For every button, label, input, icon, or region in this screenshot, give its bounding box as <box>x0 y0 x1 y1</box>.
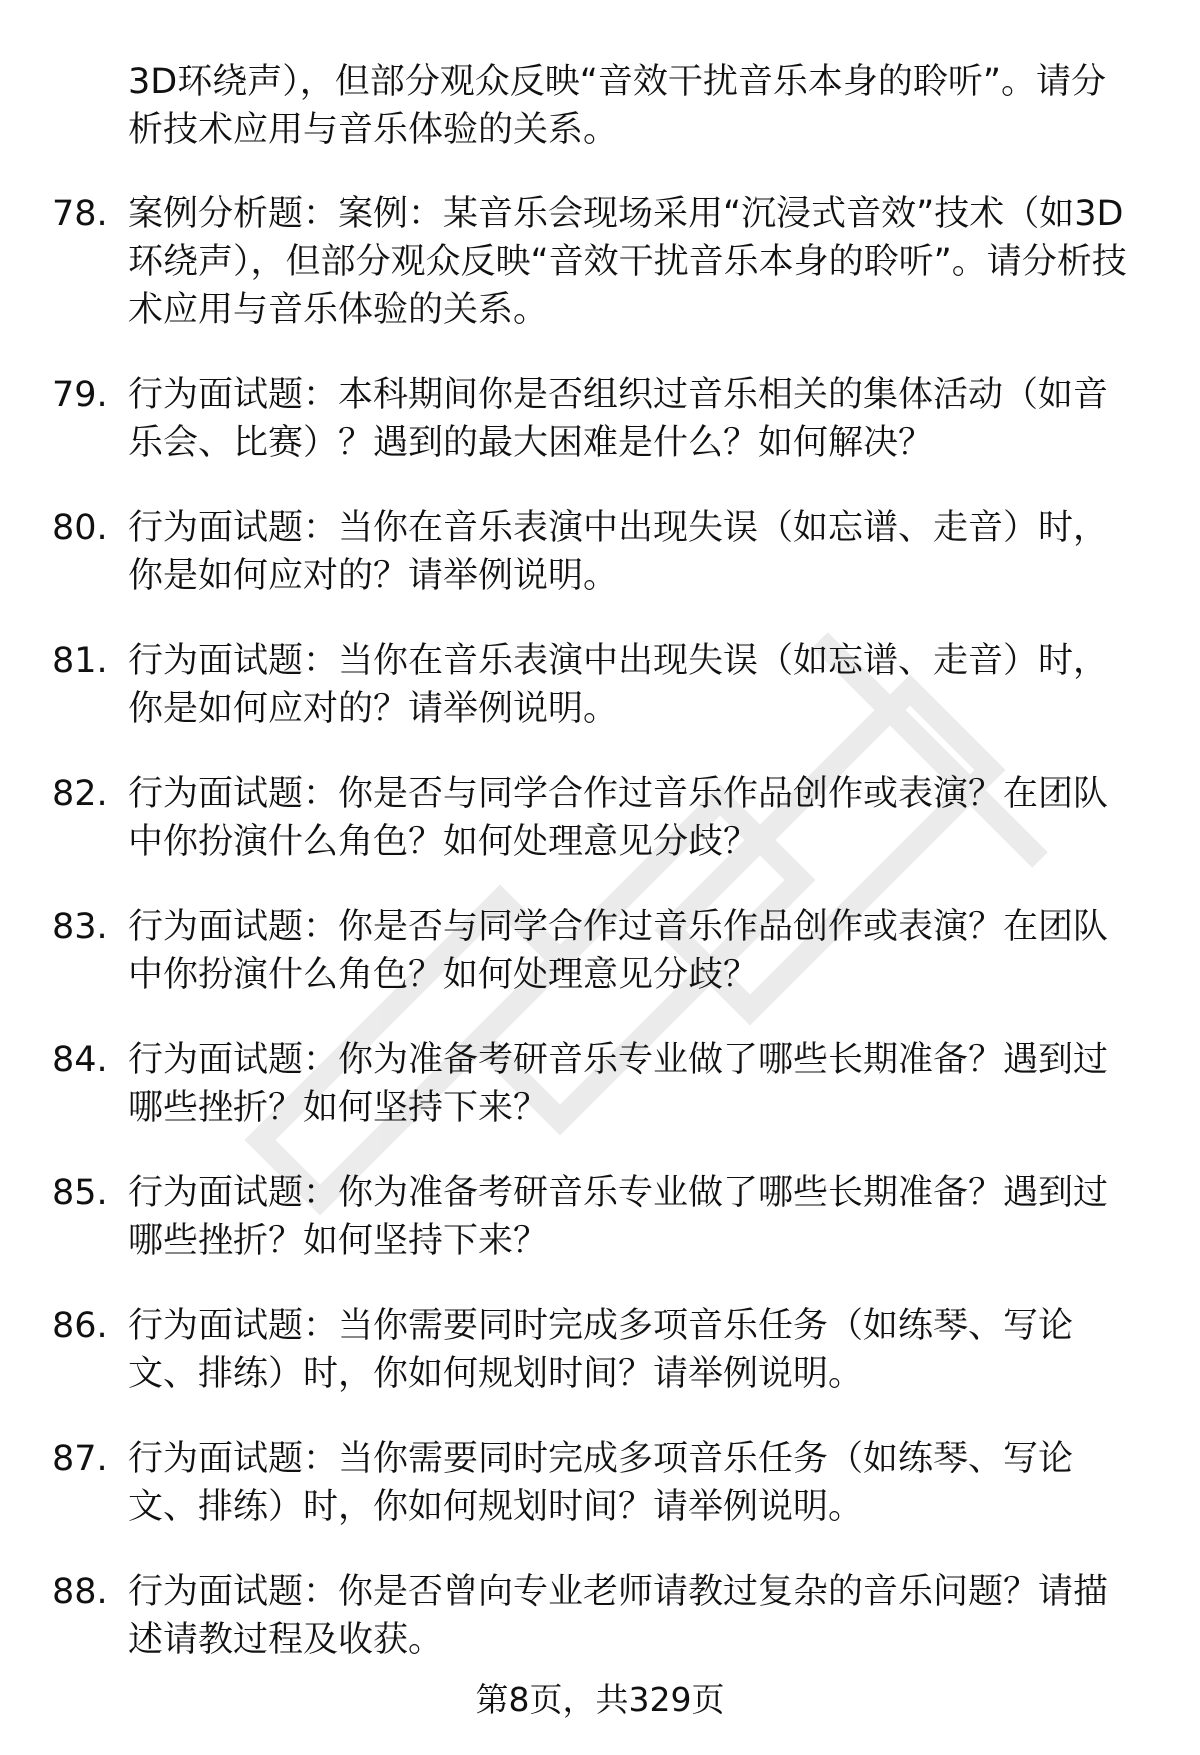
question-text: 行为面试题：当你在音乐表演中出现失误（如忘谱、走音）时，你是如何应对的？请举例说明。 <box>128 641 1109 729</box>
question-item <box>0 903 1200 1036</box>
page-footer: 第8页，共329页 <box>475 1680 725 1719</box>
question-number: 78. <box>52 194 108 234</box>
question-item <box>0 637 1200 770</box>
question-item <box>0 1302 1200 1435</box>
question-number: 85. <box>52 1173 108 1213</box>
question-item <box>0 1435 1200 1568</box>
question-number: 79. <box>52 375 108 415</box>
question-list <box>0 190 1200 1701</box>
question-number: 87. <box>52 1439 108 1479</box>
continued-question-text: 3D环绕声），但部分观众反映“音效干扰音乐本身的聆听”。请分析技术应用与音乐体验的关系。 <box>128 62 1106 150</box>
question-number: 81. <box>52 641 108 681</box>
question-text: 行为面试题：你是否与同学合作过音乐作品创作或表演？在团队中你扮演什么角色？如何处理意见分歧？ <box>128 907 1109 995</box>
question-text: 行为面试题：当你需要同时完成多项音乐任务（如练琴、写论文、排练）时，你如何规划时间？请举例说明。 <box>128 1306 1074 1394</box>
question-number: 88. <box>52 1572 108 1612</box>
question-text: 行为面试题：当你需要同时完成多项音乐任务（如练琴、写论文、排练）时，你如何规划时间？请举例说明。 <box>128 1439 1074 1527</box>
question-number: 83. <box>52 907 108 947</box>
question-text: 行为面试题：你是否曾向专业老师请教过复杂的音乐问题？请描述请教过程及收获。 <box>128 1572 1109 1660</box>
question-text: 行为面试题：本科期间你是否组织过音乐相关的集体活动（如音乐会、比赛）？遇到的最大困难是什么？如何解决？ <box>128 375 1109 463</box>
question-number: 80. <box>52 508 108 548</box>
question-number: 86. <box>52 1306 108 1346</box>
question-item <box>0 504 1200 637</box>
question-item <box>0 1169 1200 1302</box>
question-text: 行为面试题：当你在音乐表演中出现失误（如忘谱、走音）时，你是如何应对的？请举例说明。 <box>128 508 1109 596</box>
question-item <box>0 190 1200 371</box>
question-text: 案例分析题：案例：某音乐会现场采用“沉浸式音效”技术（如3D环绕声），但部分观众反映“音效干扰音乐本身的聆听”。请分析技术应用与音乐体验的关系。 <box>128 194 1127 330</box>
question-number: 82. <box>52 774 108 814</box>
question-text: 行为面试题：你为准备考研音乐专业做了哪些长期准备？遇到过哪些挫折？如何坚持下来？ <box>128 1173 1109 1261</box>
question-number: 84. <box>52 1040 108 1080</box>
question-text: 行为面试题：你是否与同学合作过音乐作品创作或表演？在团队中你扮演什么角色？如何处理意见分歧？ <box>128 774 1109 862</box>
question-text: 行为面试题：你为准备考研音乐专业做了哪些长期准备？遇到过哪些挫折？如何坚持下来？ <box>128 1040 1109 1128</box>
question-item <box>0 770 1200 903</box>
question-item <box>0 1036 1200 1169</box>
question-item <box>0 371 1200 504</box>
